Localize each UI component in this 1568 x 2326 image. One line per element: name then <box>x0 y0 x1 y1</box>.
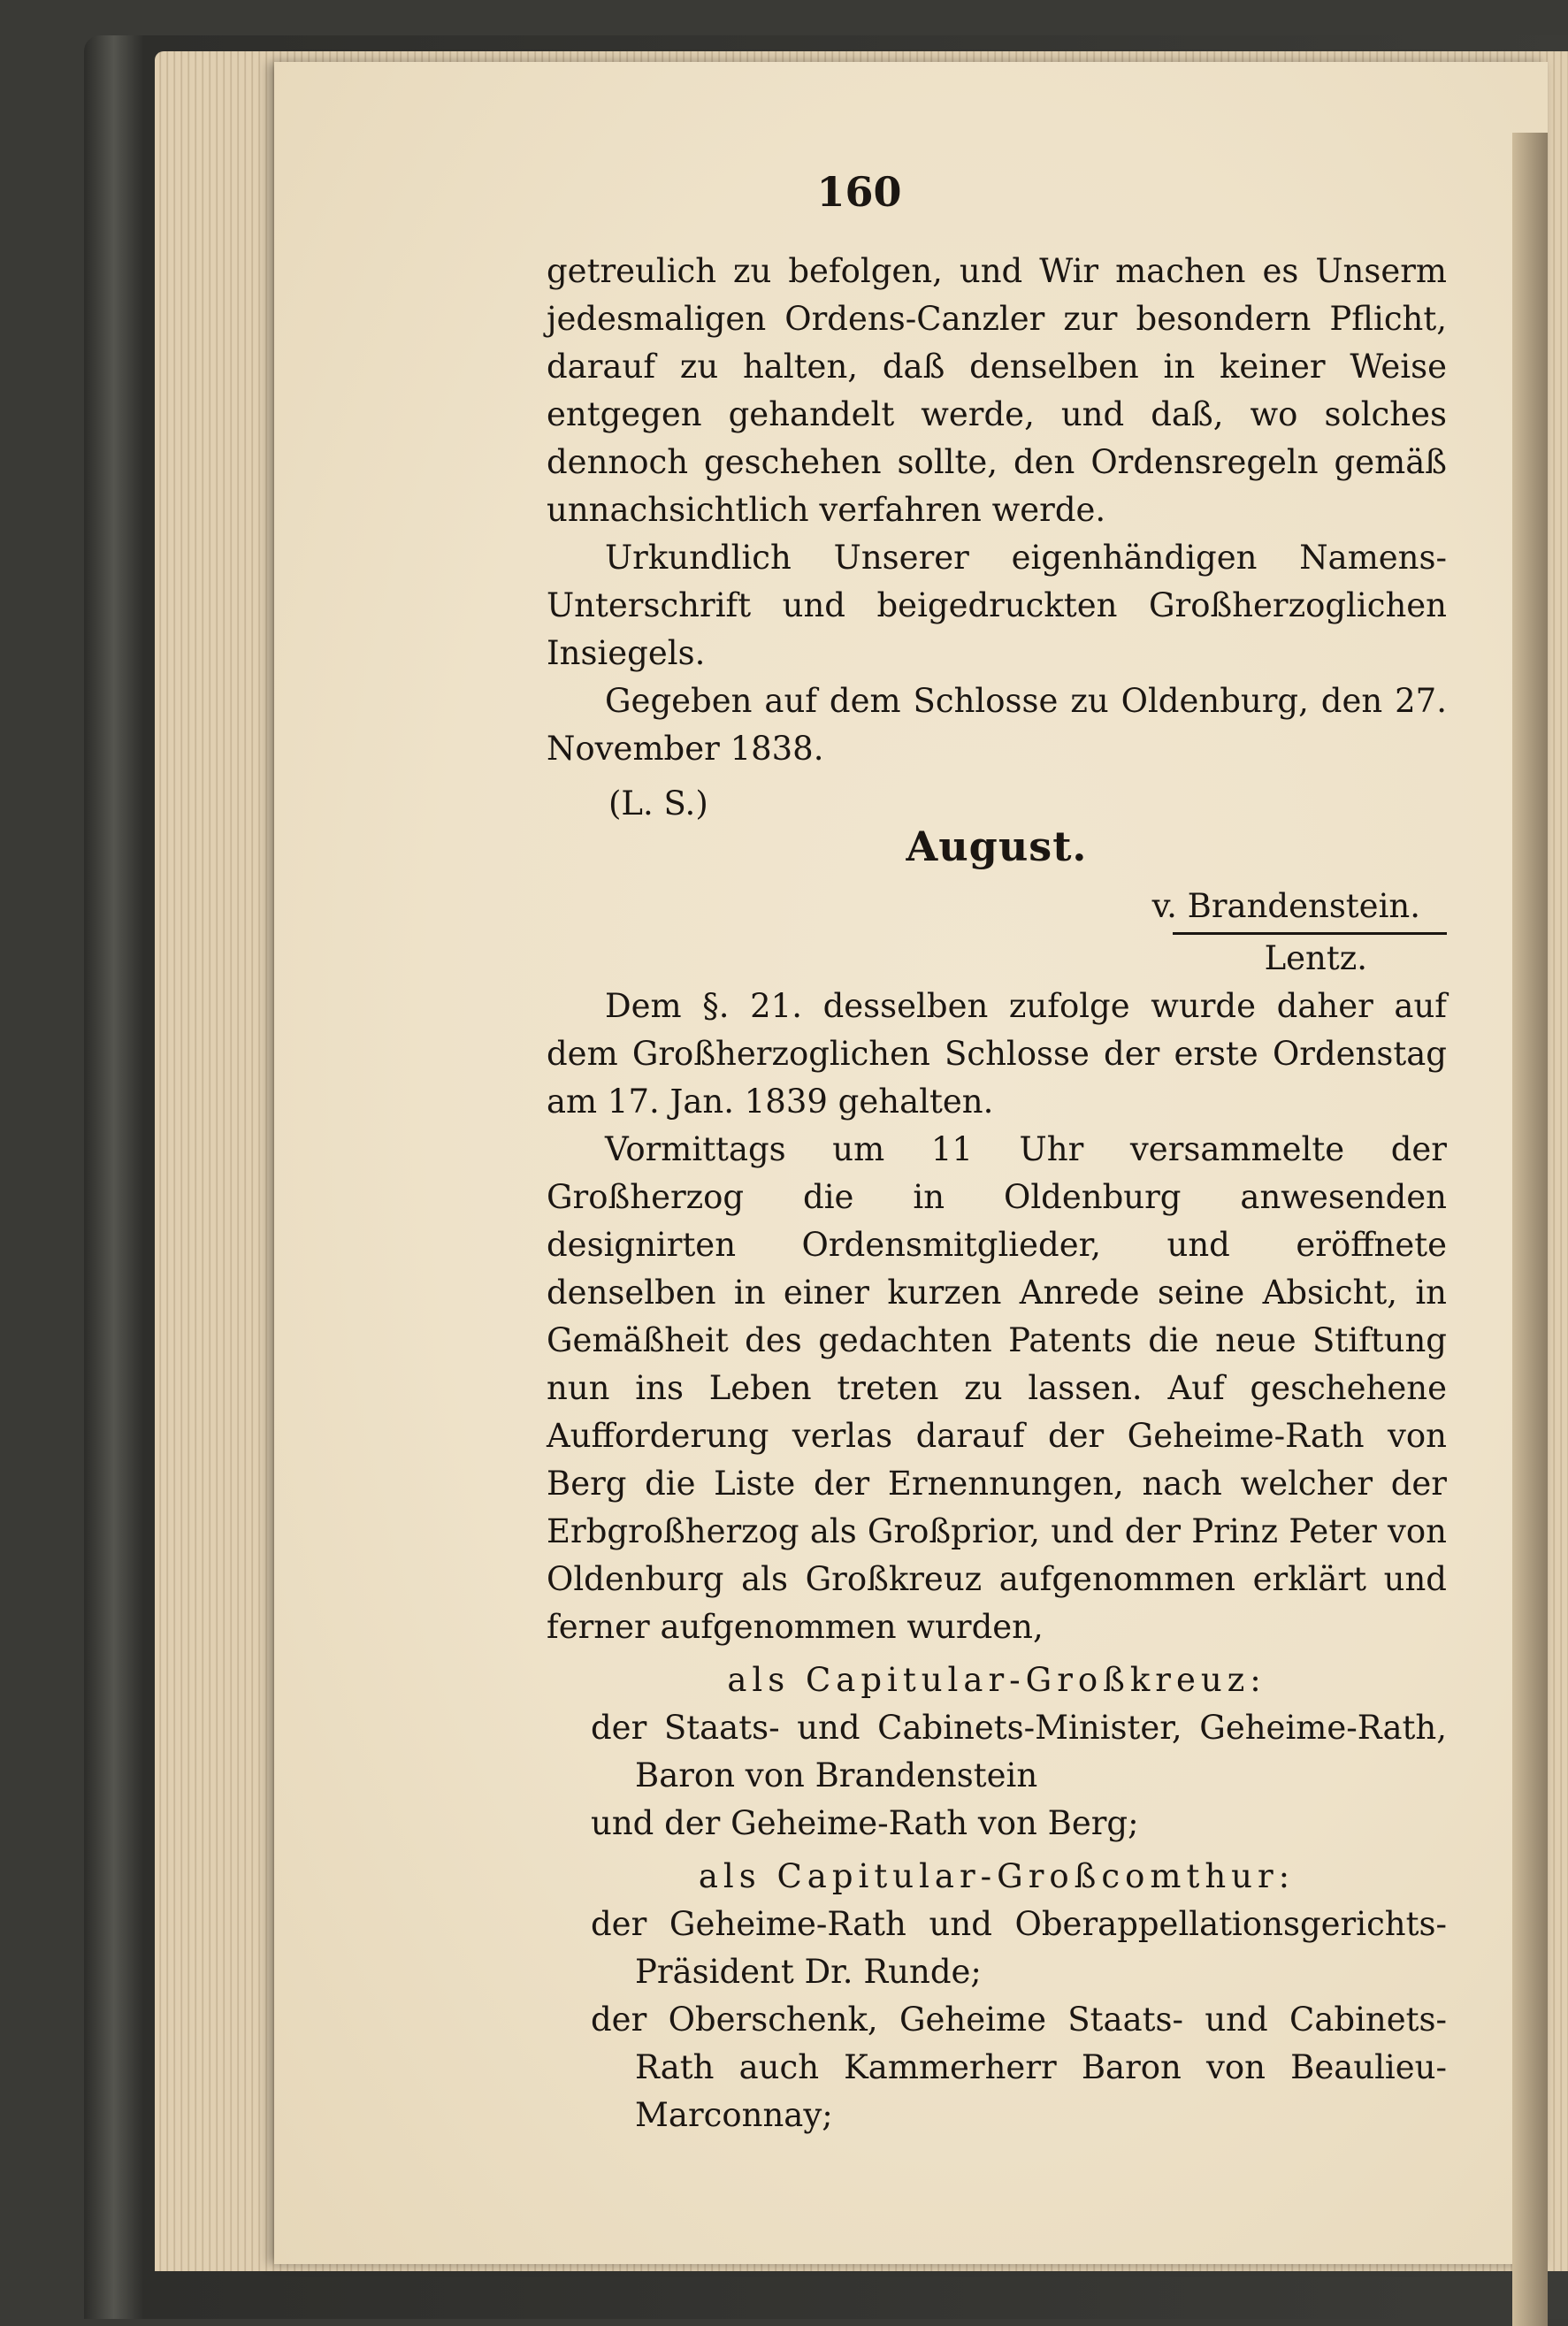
entry-runde: der Geheime-Rath und Oberappellationsgerichts-Präsident Dr. Runde; <box>591 1905 1447 1991</box>
paragraph-4: Dem §. 21. desselben zufolge wurde daher auf dem Großherzoglichen Schlosse der erste Ordenstag am 17. Jan. 1839 gehalten. <box>547 987 1447 1121</box>
seal-mark: (L. S.) <box>608 784 708 823</box>
signature-lentz: Lentz. <box>1264 939 1367 977</box>
page-number: 160 <box>816 168 902 216</box>
heading-capitular-grosscomthur: als Capitular-Großcomthur: <box>698 1857 1296 1895</box>
paragraph-3: Gegeben auf dem Schlosse zu Oldenburg, den 27. November 1838. <box>547 682 1447 768</box>
page-text <box>547 248 1447 2139</box>
paragraph-2: Urkundlich Unserer eigenhändigen Namens-Unterschrift und beigedruckten Großherzoglichen Insiegels. <box>547 539 1447 672</box>
entry-beaulieu: der Oberschenk, Geheime Staats- und Cabinets-Rath auch Kammerherr Baron von Beaulieu-Marconnay; <box>591 2001 1447 2134</box>
paragraph-5: Vormittags um 11 Uhr versammelte der Großherzog die in Oldenburg anwesenden designirten Ordensmitglieder, und eröffnete denselben in einer kurzen Anrede seine Absicht, in Gemäßheit des gedachten Patents die neue Stiftung nun ins Leben treten zu lassen. Auf geschehene Aufforderung verlas darauf der Geheime-Rath von Berg die Liste der Ernennungen, nach welcher der Erbgroßherzog als Großprior, und der Prinz Peter von Oldenburg als Großkreuz aufgenommen erklärt und ferner aufgenommen wurden, <box>547 1130 1447 1646</box>
entry-berg: und der Geheime-Rath von Berg; <box>591 1804 1139 1842</box>
signature-brandenstein: v. Brandenstein. <box>1151 887 1420 925</box>
paragraph-1: getreulich zu befolgen, und Wir machen es Unserm jedesmaligen Ordens-Canzler zur besondern Pflicht, darauf zu halten, daß denselben in keiner Weise entgegen gehandelt werde, und daß, wo solches dennoch geschehen sollte, den Ordensregeln gemäß unnachsichtlich verfahren werde. <box>547 252 1447 529</box>
page-gutter-shadow <box>1512 133 1548 2326</box>
entry-brandenstein: der Staats- und Cabinets-Minister, Geheime-Rath, Baron von Brandenstein <box>591 1709 1447 1794</box>
heading-capitular-grosskreuz: als Capitular-Großkreuz: <box>727 1661 1266 1699</box>
signature-august: August. <box>906 823 1088 870</box>
